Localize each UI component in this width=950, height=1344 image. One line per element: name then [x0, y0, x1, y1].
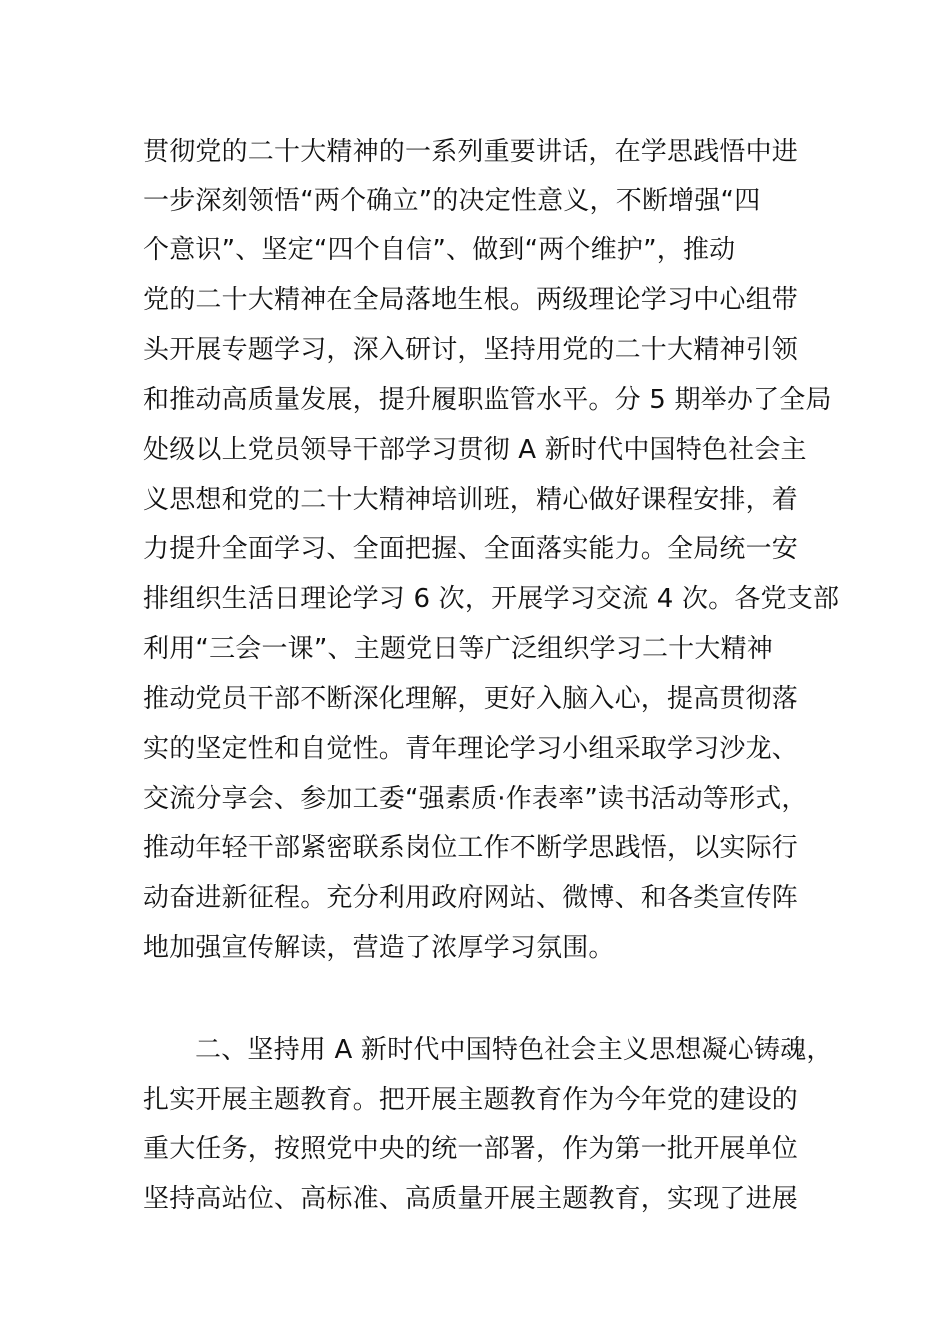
- paragraph-1-line-15: 推动年轻干部紧密联系岗位工作不断学思践悟，以实际行: [143, 833, 799, 863]
- paragraph-2-line-3: 重大任务，按照党中央的统一部署，作为第一批开展单位: [143, 1134, 799, 1164]
- paragraph-1-line-2: 一步深刻领悟“两个确立”的决定性意义，不断增强“四: [143, 186, 761, 216]
- paragraph-1-line-11: 利用“三会一课”、主题党日等广泛组织学习二十大精神: [143, 634, 773, 664]
- paragraph-1-line-8: 义思想和党的二十大精神培训班，精心做好课程安排，着: [143, 485, 799, 515]
- paragraph-1-line-14: 交流分享会、参加工委“强素质·作表率”读书活动等形式，: [143, 784, 808, 814]
- paragraph-2-line-2: 扎实开展主题教育。把开展主题教育作为今年党的建设的: [143, 1085, 799, 1115]
- paragraph-2-line-4: 坚持高站位、高标准、高质量开展主题教育，实现了进展: [143, 1184, 799, 1214]
- paragraph-1-line-16: 动奋进新征程。充分利用政府网站、微博、和各类宣传阵: [143, 883, 799, 913]
- paragraph-1-line-17: 地加强宣传解读，营造了浓厚学习氛围。: [143, 933, 615, 963]
- paragraph-1-line-13: 实的坚定性和自觉性。青年理论学习小组采取学习沙龙、: [143, 734, 799, 764]
- paragraph-1-line-1: 贯彻党的二十大精神的一系列重要讲话，在学思践悟中进: [143, 137, 799, 167]
- paragraph-1-line-9: 力提升全面学习、全面把握、全面落实能力。全局统一安: [143, 534, 799, 564]
- paragraph-1-line-6: 和推动高质量发展，提升履职监管水平。分 5 期举办了全局: [143, 385, 832, 415]
- paragraph-1-line-7: 处级以上党员领导干部学习贯彻 A 新时代中国特色社会主: [143, 435, 807, 465]
- paragraph-1-line-5: 头开展专题学习，深入研讨，坚持用党的二十大精神引领: [143, 335, 799, 365]
- paragraph-2-line-1: 二、坚持用 A 新时代中国特色社会主义思想凝心铸魂，: [195, 1035, 833, 1065]
- paragraph-1-line-4: 党的二十大精神在全局落地生根。两级理论学习中心组带: [143, 285, 799, 315]
- paragraph-1-line-10: 排组织生活日理论学习 6 次，开展学习交流 4 次。各党支部: [143, 584, 840, 614]
- paragraph-1-line-12: 推动党员干部不断深化理解，更好入脑入心，提高贯彻落: [143, 684, 799, 714]
- paragraph-1-line-3: 个意识”、坚定“四个自信”、做到“两个维护”，推动: [143, 235, 736, 265]
